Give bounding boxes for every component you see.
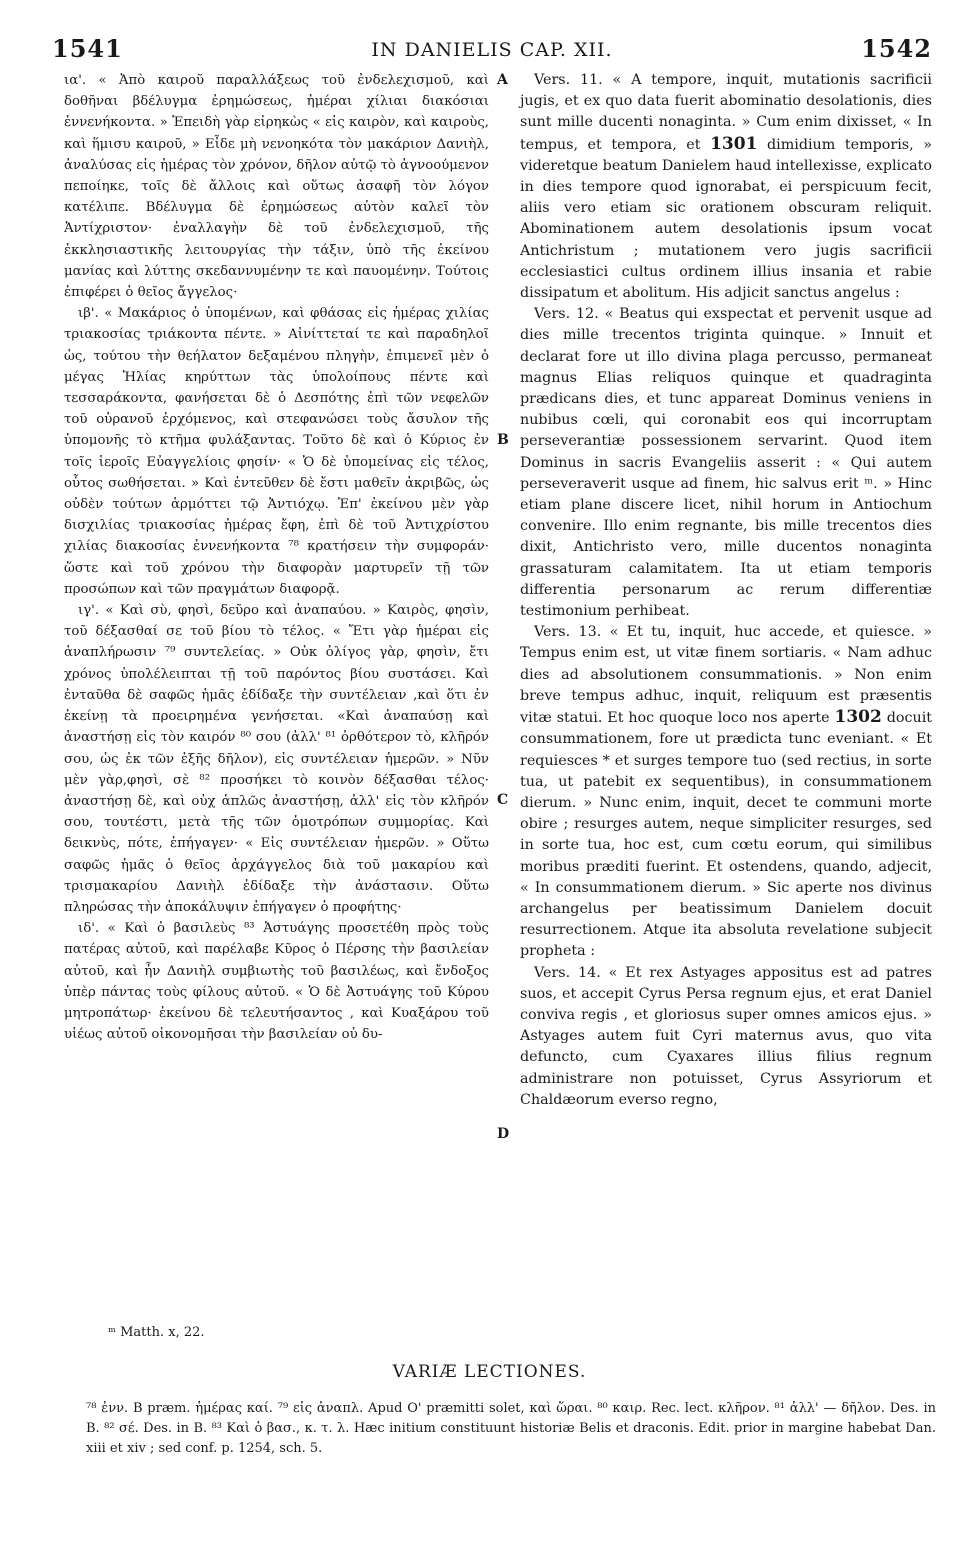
page-number-left: 1541: [52, 34, 123, 63]
latin-paragraph-13-a: Vers. 13. « Et tu, inquit, huc accede, et quiesce. » Tempus enim est, ut vitæ finem sortiaris. « Nam adhuc dies ad absolutionem consummationis. » Non enim breve tempus adhuc, inquit, reliquum est præsentis vitæ statui. Et hoc quoque loco nos aperte: [520, 624, 932, 727]
latin-column: [520, 70, 932, 1111]
greek-column: [64, 70, 489, 1045]
latin-paragraph-11-a: Vers. 11. « A tempore, inquit, mutationis sacrificii jugis, et ex quo data fuerit abominatio desolationis, dies sunt mille ducenti nonaginta. » Cum enim dixisset, « In tempus, et tempora, et: [520, 72, 932, 153]
page-header: [52, 34, 932, 64]
greek-paragraph-13: ιγ'. « Καὶ σὺ, φησὶ, δεῦρο καὶ ἀναπαύου. » Καιρὸς, φησὶν, τοῦ δέξασθαί σε τοῦ βίου τὸ τέλος. « Ἔτι γὰρ ἡμέραι εἰς ἀναπλήρωσιν ⁷⁹ συντελείας. » Οὐκ ὀλίγος γὰρ, φησὶν, ἔτι χρόνος ὑπολέλειπται τῇ τοῦ παρόντος βίου συστάσει. Καὶ ἐνταῦθα δὲ σαφῶς ἡμᾶς ἐδίδαξε τὴν συντέλειαν ,καὶ ὅτι ἐν ἐκείνῃ τὰ προειρημένα γενήσεται. «Καὶ ἀναπαύσῃ καὶ ἀναστήσῃ εἰς τὸν καιρόν ⁸⁰ σου (ἀλλ' ⁸¹ ὀρθότερον τὸ, κλῆρόν σου, ὡς ἐκ τῶν ἑξῆς δῆλον), εἰς συντέλειαν ἡμερῶν. » Νῦν μὲν γὰρ,φησὶ, σὲ ⁸² προσήκει τὸ κοινὸν δέξασθαι τέλος· ἀναστήσῃ δὲ, καὶ οὐχ ἁπλῶς ἀναστήσῃ, ἀλλ' εἰς τὸν κλῆρόν σου, τουτέστι, μετὰ τῆς τῶν ὁμοτρόπων συμμορίας. Καὶ δεικνὺς, πότε, ἐπήγαγεν· « Εἰς συντέλειαν ἡμερῶν. » Οὕτω σαφῶς ἡμᾶς ὁ θεῖος ἀρχάγγελος διὰ τοῦ μακαρίου καὶ τρισμακαρίου Δανιὴλ ἐδίδαξε τὴν ἀνάστασιν. Οὕτω πληρώσας τὴν ἀποκάλυψιν ἐπήγαγεν ὁ προφήτης·: [64, 603, 489, 915]
column-number-1301: 1301: [710, 133, 758, 154]
greek-paragraph-12: ιβ'. « Μακάριος ὁ ὑπομένων, καὶ φθάσας εἰς ἡμέρας χιλίας τριακοσίας τριάκοντα πέντε. » Αἰνίττεταί τε καὶ παραδηλοῖ ὡς, τούτου τὴν θεήλατον δεξαμένου πληγὴν, ἐπιμενεῖ μὲν ὁ μέγας Ἠλίας κηρύττων τὰς ὑπολοίπους πέντε καὶ τεσσαράκοντα, φανήσεται δὲ ὁ Δεσπότης ἐπὶ τῶν νεφελῶν τοῦ οὐρανοῦ ἐρχόμενος, καὶ στεφανώσει τοὺς ἄσυλον τῆς ὑπομονῆς τὸ κτῆμα φυλάξαντας. Τοῦτο δὲ καὶ ὁ Κύριος ἐν τοῖς ἱεροῖς Εὐαγγελίοις φησίν· « Ὁ δὲ ὑπομείνας εἰς τέλος, οὗτος σωθήσεται. » Καὶ ἐντεῦθεν δὲ ἔστι μαθεῖν ἀκριβῶς, ὡς οὐδὲν τούτων ἁρμόττει τῷ Ἀντιόχῳ. Ἐπ' ἐκείνου μὲν γὰρ δισχιλίας τριακοσίας ἡμέρας ἔφη, ἐπὶ δὲ τοῦ Ἀντιχρίστου χιλίας διακοσίας ἐννενήκοντα ⁷⁸ κρατήσειν τὴν συμφοράν· ὥστε καὶ τοῦ χρόνου τὴν διαφορὰν μαρτυρεῖν τῇ τῶν προσώπων καὶ τῶν πραγμάτων διαφορᾷ.: [64, 306, 489, 597]
latin-paragraph-14: Vers. 14. « Et rex Astyages appositus est ad patres suos, et accepit Cyrus Persa regnum ejus, et erat Daniel conviva regis , et gloriosus super omnes amicos ejus. » Astyages autem fuit Cyri maternus avus, quo vita defuncto, cum Cyaxares illius filius regnum administrare non potuisset, Cyrus Assyriorum et Chaldæorum everso regno,: [520, 964, 932, 1108]
margin-letter-b: B: [497, 432, 509, 448]
greek-paragraph-14: ιδ'. « Καὶ ὁ βασιλεὺς ⁸³ Ἀστυάγης προσετέθη πρὸς τοὺς πατέρας αὐτοῦ, καὶ παρέλαβε Κῦρος ὁ Πέρσης τὴν βασιλείαν αὐτοῦ, καὶ ἦν Δανιὴλ συμβιωτὴς τοῦ βασιλέως, καὶ ἔνδοξος ὑπὲρ πάντας τοὺς φίλους αὐτοῦ. « Ὁ δὲ Ἀστυάγης τοῦ Κύρου μητροπάτωρ· ἐκείνου δὲ τελευτήσαντος , καὶ Κυαξάρου τοῦ υἱέως αὐτοῦ οἰκονομῆσαι τὴν βασιλείαν οὐ δυ-: [64, 921, 489, 1043]
latin-paragraph-11-b: dimidium temporis, » videretque beatum Danielem haud intellexisse, explicato in dies tempore quod ignorabat, ei perspicuum fecit, aliis vero etiam sic orationem obscuram reliquit. Abominationem autem desolationis ipsum vocat Antichristum ; mutationem vero jugis sacrificii ecclesiastici cultus ordinem illius insania et rabie dissipatum et abolitum. His adjicit sanctus angelus :: [520, 136, 933, 302]
latin-paragraph-12: Vers. 12. « Beatus qui exspectat et pervenit usque ad dies mille trecentos triginta quinque. » Innuit et declarat fore ut illo divina plaga percusso, permaneat magnus Elias reliquos quinque et quadraginta prædicans dies, et tunc appareat Dominus veniens in nubibus cœli, qui coronabit eos qui incorruptam perseverantiæ possessionem servarint. Quod item Dominus in sacris Evangeliis asserit : « Qui autem perseveraverit usque ad finem, hic salvus erit ᵐ. » Hinc etiam plane discere licet, nihil horum in Antiochum convenire. Illo enim regnante, bis mille trecentos dies dixit, Antichristo vero, mille ducentos nonaginta grassaturam calamitatem. Ita ut etiam temporis differentia personarum ac rerum differentiæ testimonium perhibeat.: [520, 306, 932, 620]
latin-paragraph-11: [520, 70, 932, 304]
margin-letter-a: A: [497, 72, 508, 88]
greek-paragraph-11: ια'. « Ἀπὸ καιροῦ παραλλάξεως τοῦ ἐνδελεχισμοῦ, καὶ δοθῆναι βδέλυγμα ἐρημώσεως, ἡμέραι χίλιαι διακόσιαι ἐννενήκοντα. » Ἐπειδὴ γὰρ εἰρηκὼς « εἰς καιρὸν, καὶ καιροὺς, καὶ ἥμισυ καιροῦ, » Εἶδε μὴ νενοηκότα τὸν μακάριον Δανιὴλ, ἀναλύσας εἰς ἡμέρας τὸν χρόνον, δῆλον αὐτῷ τὸ ἀγνοούμενον πεποίηκε, τοῖς δὲ ἄλλοις καὶ οὕτως ἀσαφῆ τὸν λόγον κατέλιπε. Βδέλυγμα δὲ ἐρημώσεως αὐτὸν καλεῖ τὸν Ἀντίχριστον· ἐναλλαγὴν δὲ τοῦ ἐνδελεχισμοῦ, τῆς ἐκκλησιαστικῆς λειτουργίας τὴν τάξιν, ὑπὸ τῆς ἐκείνου μανίας καὶ λύττης σκεδαννυμένην τε καὶ παυομένην. Τούτοις ἐπιφέρει ὁ θεῖος ἄγγελος·: [64, 73, 489, 301]
margin-letter-d: D: [497, 1126, 510, 1142]
latin-paragraph-13-b: docuit consummationem, fore ut prædicta tunc eveniant. « Et requiesces * et surges tempore tuo (sed rectius, in sorte tua, ut patebit ex sequentibus), in consummationem dierum. » Nunc enim, inquit, decet te communi morte obire ; resurges autem, neque simpliciter resurges, sed in sorte tua, hoc est, cum cœtu eorum, qui similibus moribus præditi fuerint. Et ostendens, quando, adjecit, « In consummationem dierum. » Sic aperte nos divinus archangelus per beatissimum Danielem docuit resurrectionem. Atque ita absoluta revelatione subjecit propheta :: [520, 710, 933, 960]
margin-letter-c: C: [497, 792, 509, 808]
page-number-right: 1542: [861, 34, 932, 63]
footnote: ᵐ Matth. x, 22.: [108, 1325, 205, 1340]
latin-paragraph-13: [520, 622, 932, 962]
column-number-1302: 1302: [834, 707, 882, 728]
variae-lectiones-text: ⁷⁸ ἐνν. B præm. ἡμέρας καί. ⁷⁹ εἰς ἀναπλ. Apud O' præmitti solet, καὶ ὥραι. ⁸⁰ καιρ. Rec. lect. κλῆρον. ⁸¹ ἀλλ' — δῆλον. Des. in B. ⁸² σέ. Des. in B. ⁸³ Καὶ ὁ βασ., κ. τ. λ. Hæc initium constituunt historiæ Belis et draconis. Edit. prior in margine habebat Dan. xiii et xiv ; sed conf. p. 1254, sch. 5.: [86, 1401, 936, 1456]
running-title: IN DANIELIS CAP. XII.: [371, 39, 613, 61]
variae-lectiones-title: VARIÆ LECTIONES.: [392, 1362, 587, 1382]
